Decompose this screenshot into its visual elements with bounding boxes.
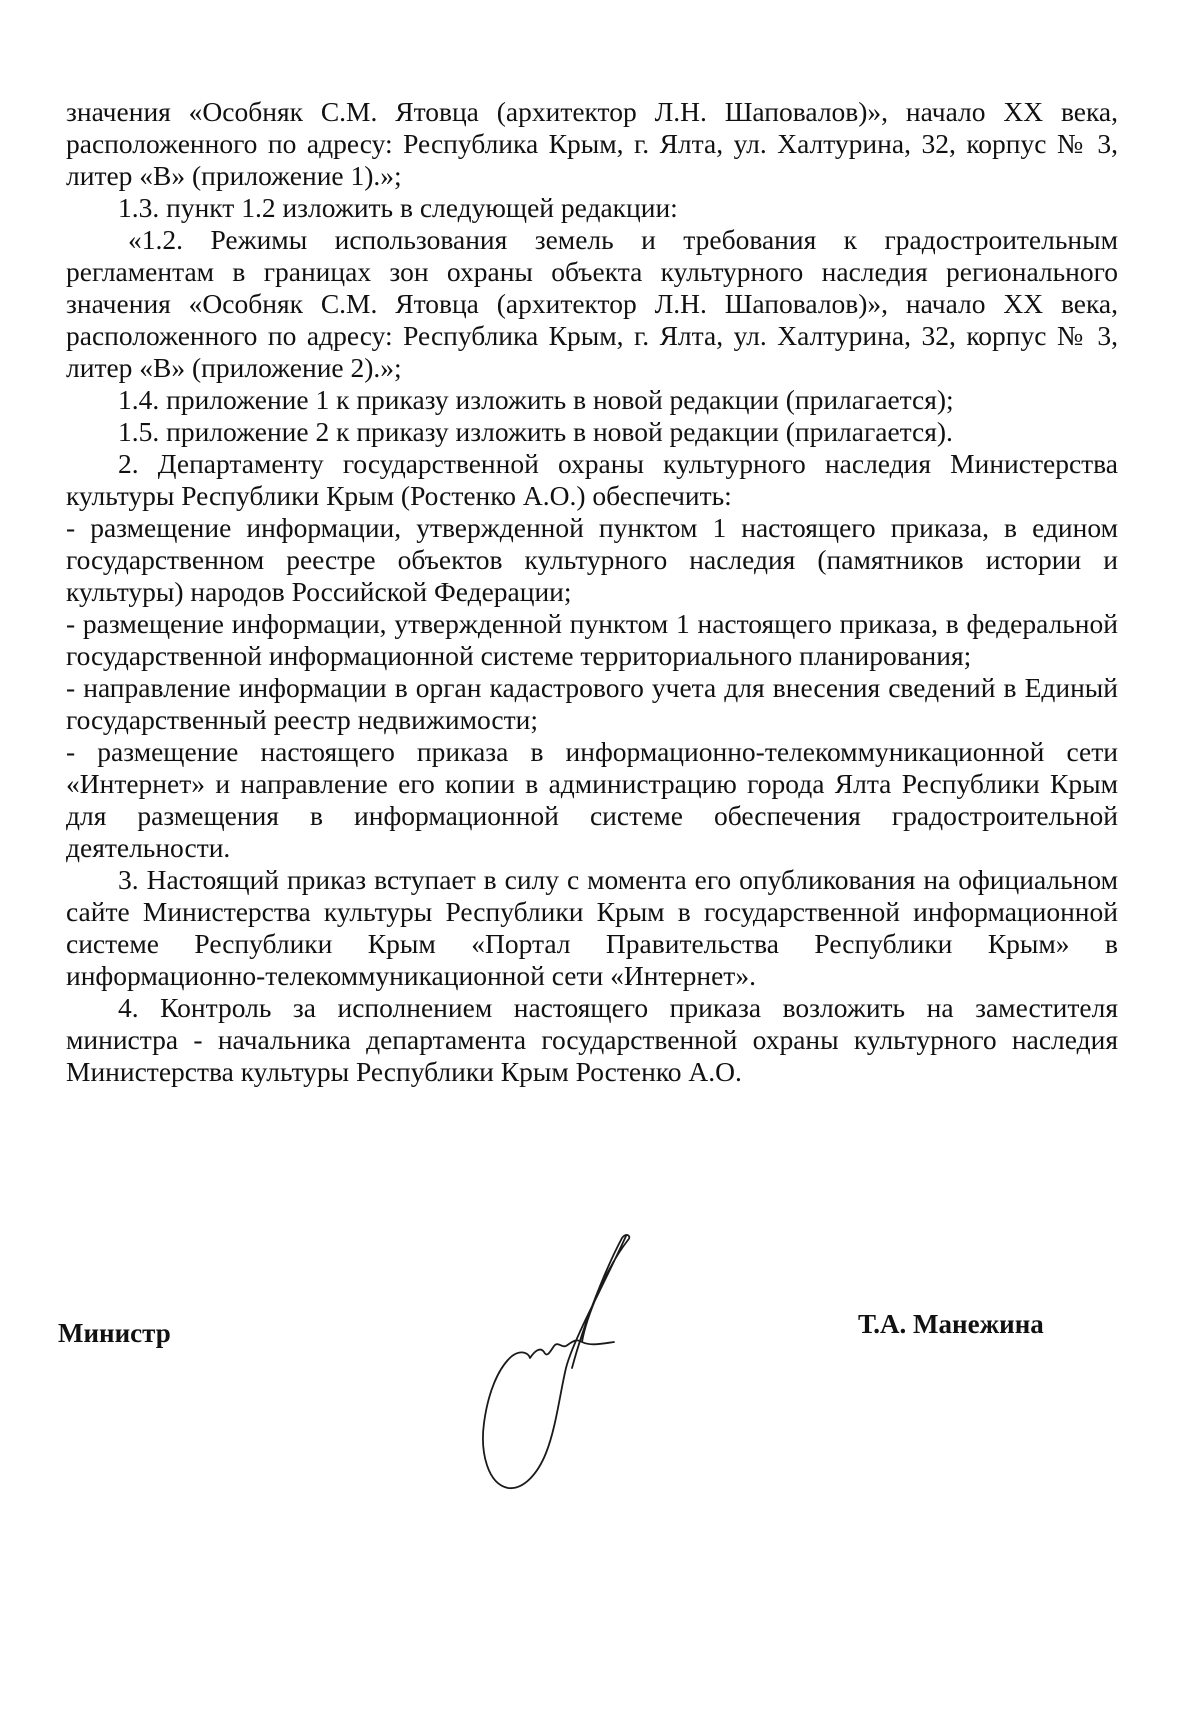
- list-item-registry: - размещение информации, утвержденной пунктом 1 настоящего приказа, в едином государственном реестре объектов культурного наследия (памятников истории и культуры) народов Российской Федерации;: [66, 512, 1118, 607]
- paragraph-continuation: значения «Особняк С.М. Ятовца (архитектор Л.Н. Шаповалов)», начало XX века, расположенного по адресу: Республика Крым, г. Ялта, ул. Халтурина, 32, корпус № 3, литер «В» (приложение 1).»;: [66, 96, 1118, 191]
- signer-name: Т.А. Манежина: [858, 1309, 1044, 1339]
- paragraph-1-5: 1.5. приложение 2 к приказу изложить в новой редакции (прилагается).: [118, 416, 953, 447]
- handwritten-signature: [456, 1228, 656, 1498]
- signer-position: Министр: [58, 1318, 171, 1348]
- paragraph-4: 4. Контроль за исполнением настоящего приказа возложить на заместителя министра - начальника департамента государственной охраны культурного наследия Министерства культуры Республики Крым Ростенко А.О.: [66, 992, 1118, 1087]
- paragraph-3: 3. Настоящий приказ вступает в силу с момента его опубликования на официальном сайте Министерства культуры Республики Крым в государственной информационной системе Республики Крым «Портал Правительства Республики Крым» в информационно-телекоммуникационной сети «Интернет».: [66, 864, 1118, 991]
- list-item-internet: - размещение настоящего приказа в информационно-телекоммуникационной сети «Интернет» и направление его копии в администрацию города Ялта Республики Крым для размещения в информационной системе обеспечения градостроительной деятельности.: [66, 736, 1118, 863]
- paragraph-1-3: 1.3. пункт 1.2 изложить в следующей редакции:: [118, 192, 678, 223]
- paragraph-1-4: 1.4. приложение 1 к приказу изложить в новой редакции (прилагается);: [118, 384, 954, 415]
- list-item-cadastral: - направление информации в орган кадастрового учета для внесения сведений в Единый государственный реестр недвижимости;: [66, 672, 1118, 735]
- paragraph-2: 2. Департаменту государственной охраны культурного наследия Министерства культуры Республики Крым (Ростенко А.О.) обеспечить:: [66, 448, 1118, 511]
- document-body: [66, 96, 1118, 1088]
- list-item-federal-system: - размещение информации, утвержденной пунктом 1 настоящего приказа, в федеральной государственной информационной системе территориального планирования;: [66, 608, 1118, 671]
- paragraph-1-2-quote: «1.2. Режимы использования земель и требования к градостроительным регламентам в границах зон охраны объекта культурного наследия регионального значения «Особняк С.М. Ятовца (архитектор Л.Н. Шаповалов)», начало XX века, расположенного по адресу: Республика Крым, г. Ялта, ул. Халтурина, 32, корпус № 3, литер «В» (приложение 2).»;: [66, 224, 1118, 383]
